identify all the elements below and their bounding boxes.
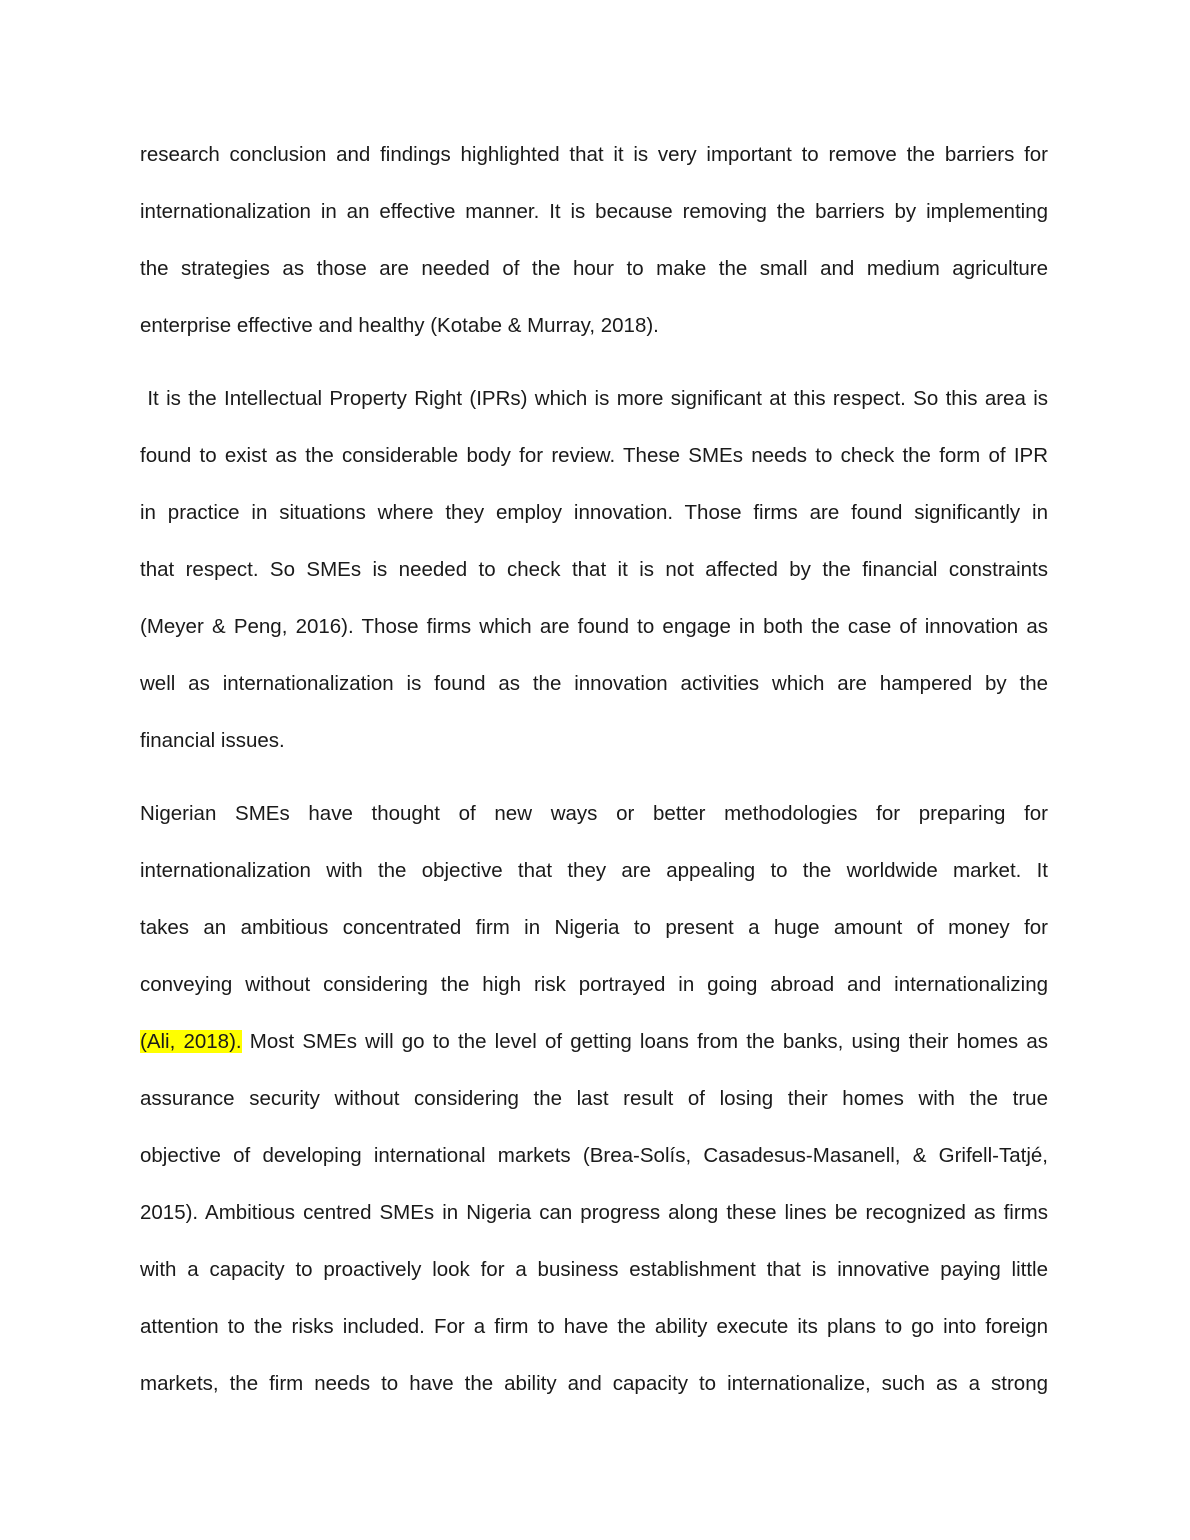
- text-line: found to exist as the considerable body for review. These SMEs needs to check the form of IPR: [140, 444, 1048, 467]
- paragraph-1: [140, 126, 1048, 354]
- text-fragment: Most SMEs will go to the level of getting loans from the banks, using their homes as: [241, 1030, 1048, 1053]
- text-line: internationalization with the objective that they are appealing to the worldwide market. It: [140, 859, 1048, 882]
- text-line: takes an ambitious concentrated firm in Nigeria to present a huge amount of money for: [140, 916, 1048, 939]
- paragraph-2: [140, 370, 1048, 769]
- text-line: markets, the firm needs to have the ability and capacity to internationalize, such as a strong: [140, 1372, 1048, 1395]
- text-line: internationalization in an effective manner. It is because removing the barriers by implementing: [140, 200, 1048, 223]
- text-line: Nigerian SMEs have thought of new ways or better methodologies for preparing for: [140, 802, 1048, 825]
- text-line: conveying without considering the high risk portrayed in going abroad and internationalizing: [140, 973, 1048, 996]
- text-line: assurance security without considering the last result of losing their homes with the true: [140, 1087, 1048, 1110]
- text-line: the strategies as those are needed of the hour to make the small and medium agriculture: [140, 257, 1048, 280]
- text-line: in practice in situations where they employ innovation. Those firms are found significantly in: [140, 501, 1048, 524]
- highlighted-citation: (Ali, 2018).: [140, 1030, 242, 1053]
- text-line: research conclusion and findings highlighted that it is very important to remove the barriers for: [140, 143, 1048, 166]
- text-line-with-highlight: [140, 1013, 1048, 1070]
- text-line: with a capacity to proactively look for a business establishment that is innovative paying little: [140, 1258, 1048, 1281]
- text-line: It is the Intellectual Property Right (IPRs) which is more significant at this respect. So this area is: [140, 387, 1048, 410]
- text-line: that respect. So SMEs is needed to check that it is not affected by the financial constraints: [140, 558, 1048, 581]
- text-line: financial issues.: [140, 729, 285, 752]
- text-line: attention to the risks included. For a firm to have the ability execute its plans to go into foreign: [140, 1315, 1048, 1338]
- text-line: well as internationalization is found as the innovation activities which are hampered by the: [140, 672, 1048, 695]
- paragraph-3: [140, 785, 1048, 1412]
- document-body: [140, 126, 1048, 1412]
- text-line: enterprise effective and healthy (Kotabe & Murray, 2018).: [140, 314, 659, 337]
- text-line: 2015). Ambitious centred SMEs in Nigeria can progress along these lines be recognized as firms: [140, 1201, 1048, 1224]
- text-line: objective of developing international markets (Brea-Solís, Casadesus-Masanell, & Grifell-Tatjé,: [140, 1144, 1048, 1167]
- text-line: (Meyer & Peng, 2016). Those firms which are found to engage in both the case of innovation as: [140, 615, 1048, 638]
